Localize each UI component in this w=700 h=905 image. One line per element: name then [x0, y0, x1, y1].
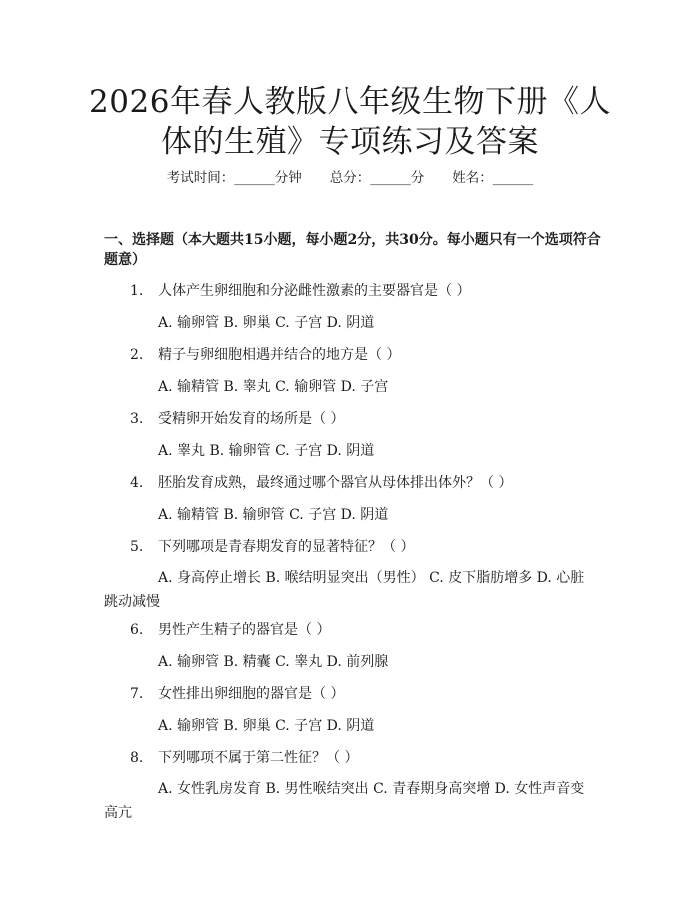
question-number: 5.	[130, 539, 144, 555]
question-number: 3.	[130, 411, 144, 427]
question-options: A. 身高停止增长 B. 喉结明显突出（男性） C. 皮下脂肪增多 D. 心脏跳动减慢	[104, 570, 585, 610]
question-item	[0, 537, 700, 557]
question-text: 胚胎发育成熟，最终通过哪个器官从母体排出体外？（ ）	[158, 475, 513, 491]
question-options: A. 输精管 B. 睾丸 C. 输卵管 D. 子宫	[158, 379, 389, 395]
question-item	[0, 684, 700, 704]
question-item	[0, 281, 700, 301]
question-text: 男性产生精子的器官是（ ）	[158, 622, 331, 638]
question-options: A. 输卵管 B. 精囊 C. 睾丸 D. 前列腺	[158, 654, 389, 670]
document-title: 2026年春人教版八年级生物下册《人体的生殖》专项练习及答案	[89, 84, 611, 160]
total-score-label: 总分：______分	[329, 170, 425, 186]
question-text: 精子与卵细胞相遇并结合的地方是（ ）	[158, 347, 401, 363]
question-number: 1.	[130, 283, 144, 299]
question-options: A. 输精管 B. 输卵管 C. 子宫 D. 阴道	[158, 507, 389, 523]
question-item	[0, 409, 700, 429]
exam-info	[0, 169, 700, 187]
question-text: 下列哪项不属于第二性征？（ ）	[158, 750, 359, 766]
question-item	[0, 748, 700, 768]
question-text: 下列哪项是青春期发育的显著特征？（ ）	[158, 539, 415, 555]
question-item	[0, 620, 700, 640]
question-number: 4.	[130, 475, 144, 491]
question-options: A. 女性乳房发育 B. 男性喉结突出 C. 青春期身高突增 D. 女性声音变高亢	[104, 781, 585, 821]
question-number: 7.	[130, 686, 144, 702]
question-options: A. 输卵管 B. 卵巢 C. 子宫 D. 阴道	[158, 315, 375, 331]
question-text: 受精卵开始发育的场所是（ ）	[158, 411, 345, 427]
question-text: 女性排出卵细胞的器官是（ ）	[158, 686, 345, 702]
question-options: A. 输卵管 B. 卵巢 C. 子宫 D. 阴道	[158, 718, 375, 734]
question-options: A. 睾丸 B. 输卵管 C. 子宫 D. 阴道	[158, 443, 375, 459]
exam-time-label: 考试时间：______分钟	[166, 170, 302, 186]
question-item	[0, 345, 700, 365]
question-item	[0, 473, 700, 493]
question-number: 8.	[130, 750, 144, 766]
name-label: 姓名：______	[452, 170, 534, 186]
question-text: 人体产生卵细胞和分泌雌性激素的主要器官是（ ）	[158, 283, 471, 299]
question-number: 2.	[130, 347, 144, 363]
section-heading: 一、选择题（本大题共15小题，每小题2分，共30分。每小题只有一个选项符合题意）	[104, 232, 601, 268]
question-number: 6.	[130, 622, 144, 638]
